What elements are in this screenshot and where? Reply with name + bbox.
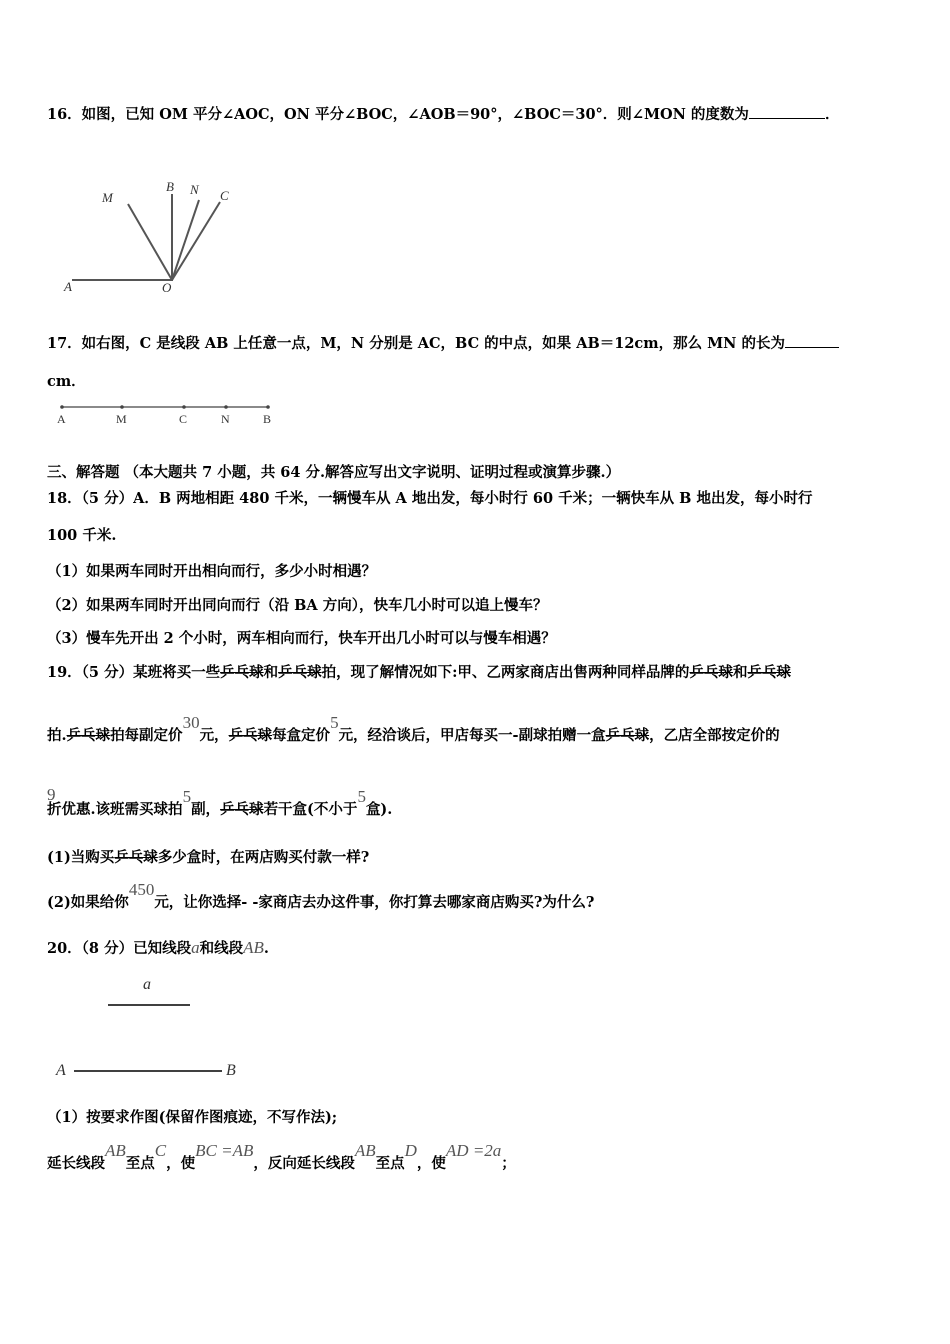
q20-l-a: 延长线段 <box>47 1155 105 1172</box>
q17-label-a: A <box>57 412 66 426</box>
q19-l3-d: 若干盒(不小于 <box>263 801 358 818</box>
q17-segment-figure <box>55 400 285 414</box>
q19-num-5b: 5 <box>182 787 192 806</box>
q18-line1: 18．（5 分）A．B 两地相距 480 千米，一辆慢车从 A 地出发，每小时行 60 千米；一辆快车从 B 地出发，每小时行 <box>47 490 813 507</box>
q20-l-eq2: AD =2a <box>445 1141 502 1160</box>
q20-l-eq1: BC =AB <box>195 1141 254 1160</box>
q19-l3-e: 盒). <box>365 801 393 818</box>
q19-num-5a: 5 <box>330 713 339 732</box>
q20-l-c-var: C <box>154 1141 167 1160</box>
q16-end: ． <box>824 106 840 123</box>
q19-l2-d: 元， <box>199 727 229 744</box>
q16-stem: 16．如图，已知 OM 平分∠AOC，ON 平分∠BOC，∠AOB＝90°，∠BOC＝30°．则∠MON 的度数为 <box>47 106 749 123</box>
q20-fig-A-label: A <box>56 1062 66 1079</box>
q19-line1 <box>47 661 791 682</box>
q16-label-c: C <box>220 188 229 203</box>
q20-var-ab: AB <box>243 938 264 957</box>
q19-line2 <box>47 713 780 745</box>
q16-text <box>47 103 839 124</box>
q19-sub2-b: 元，让你选择- -家商店去办这件事，你打算去哪家商店购买?为什么? <box>154 894 595 911</box>
q20-l-c: ，使 <box>166 1155 196 1172</box>
q19-sub1-a: (1)当购买 <box>47 849 115 866</box>
q19-sub1 <box>47 846 369 867</box>
q19-num-9: 9 <box>47 785 56 804</box>
q20-l-ab1: AB <box>105 1141 126 1160</box>
q19-line3 <box>47 785 393 819</box>
q19-num-5c: 5 <box>357 787 366 806</box>
q16-label-a: A <box>64 279 72 294</box>
q19-l2-b: 乒乓球 <box>66 727 111 744</box>
q18-line2: 100 千米. <box>47 527 117 544</box>
q20-l-e: 至点 <box>375 1155 405 1172</box>
q19-l2-f: 每盒定价 <box>272 727 331 744</box>
q19-l1-g: 和 <box>732 664 748 681</box>
q19-num-450: 450 <box>128 880 155 899</box>
q19-l2-e: 乒乓球 <box>228 727 273 744</box>
q18-sub2: （2）如果两车同时开出同向而行（沿 BA 方向），快车几小时可以追上慢车？ <box>47 597 548 614</box>
q20-construct-line <box>47 1141 516 1173</box>
section3-title: 三、解答题 （本大题共 7 小题，共 64 分.解答应写出文字说明、证明过程或演算步骤.） <box>47 464 621 481</box>
q17-answer-blank[interactable] <box>785 333 839 348</box>
q20-end: . <box>263 940 269 957</box>
q17-label-c: C <box>179 412 188 426</box>
q20-segment-a <box>106 1002 196 1008</box>
q17-label-n: N <box>221 412 230 426</box>
q19-l2-g: 元，经洽谈后，甲店每买一-副球拍赠一盒 <box>338 727 606 744</box>
q20-fig-a-label: a <box>143 976 151 993</box>
q20-l-b: 至点 <box>125 1155 155 1172</box>
q20-l-f: ，使 <box>416 1155 446 1172</box>
q20-l-g: ； <box>501 1155 516 1172</box>
q17-label-b: B <box>263 412 272 426</box>
q17-line2: cm． <box>47 373 86 390</box>
q17-text <box>47 332 839 353</box>
q19-l1-f: 乒乓球 <box>689 664 733 681</box>
q19-l1-h: 乒乓球 <box>747 664 791 681</box>
q16-label-b: B <box>166 179 174 194</box>
q19-l3-a: 折优惠.该班需买球拍 <box>47 801 183 818</box>
q19-l1-d: 乒乓球 <box>278 664 322 681</box>
q19-l2-i: ，乙店全部按定价的 <box>649 727 780 744</box>
q20-l-d: ，反向延长线段 <box>253 1155 355 1172</box>
q19-l1-b: 乒乓球 <box>220 664 264 681</box>
q20-var-a: a <box>191 938 200 957</box>
q19-l1-c: 和 <box>263 664 279 681</box>
q19-l2-h: 乒乓球 <box>605 727 650 744</box>
q19-sub1-c: 多少盒时，在两店购买付款一样? <box>157 849 370 866</box>
q19-l2-c: 拍每副定价 <box>110 727 183 744</box>
q18-sub1: （1）如果两车同时开出相向而行，多少小时相遇？ <box>47 563 377 580</box>
q16-label-m: M <box>102 190 113 205</box>
q19-l1-a: 19．（5 分）某班将买一些 <box>47 664 221 681</box>
q16-answer-blank[interactable] <box>749 104 825 119</box>
q17-stem: 17．如右图，C 是线段 AB 上任意一点，M，N 分别是 AC，BC 的中点，如果 AB＝12cm，那么 MN 的长为 <box>47 335 785 352</box>
q19-l2-a: 拍. <box>47 727 67 744</box>
q20-l-ab2: AB <box>354 1141 376 1160</box>
q19-sub2-a: (2)如果给你 <box>47 894 129 911</box>
q20-sub1: （1）按要求作图(保留作图痕迹，不写作法); <box>47 1109 338 1126</box>
q20-mid: 和线段 <box>199 940 244 957</box>
q19-l1-e: 拍，现了解情况如下:甲、乙两家商店出售两种同样品牌的 <box>321 664 690 681</box>
q20-fig-B-label: B <box>226 1062 236 1079</box>
q16-label-o: O <box>162 280 172 295</box>
q19-sub1-b: 乒乓球 <box>114 849 158 866</box>
q20-segment-ab <box>72 1068 232 1074</box>
q19-l3-c: 乒乓球 <box>220 801 264 818</box>
q19-num-30: 30 <box>182 713 200 732</box>
q17-label-m: M <box>116 412 127 426</box>
q18-sub3: （3）慢车先开出 2 个小时，两车相向而行，快车开出几小时可以与慢车相遇？ <box>47 630 556 647</box>
q20-l-d-var: D <box>404 1141 417 1160</box>
q20-prefix: 20．（8 分）已知线段 <box>47 940 192 957</box>
q16-label-n: N <box>190 182 199 197</box>
q20-line1 <box>47 937 269 958</box>
q19-l3-b: 副， <box>191 801 221 818</box>
q19-sub2 <box>47 880 595 912</box>
